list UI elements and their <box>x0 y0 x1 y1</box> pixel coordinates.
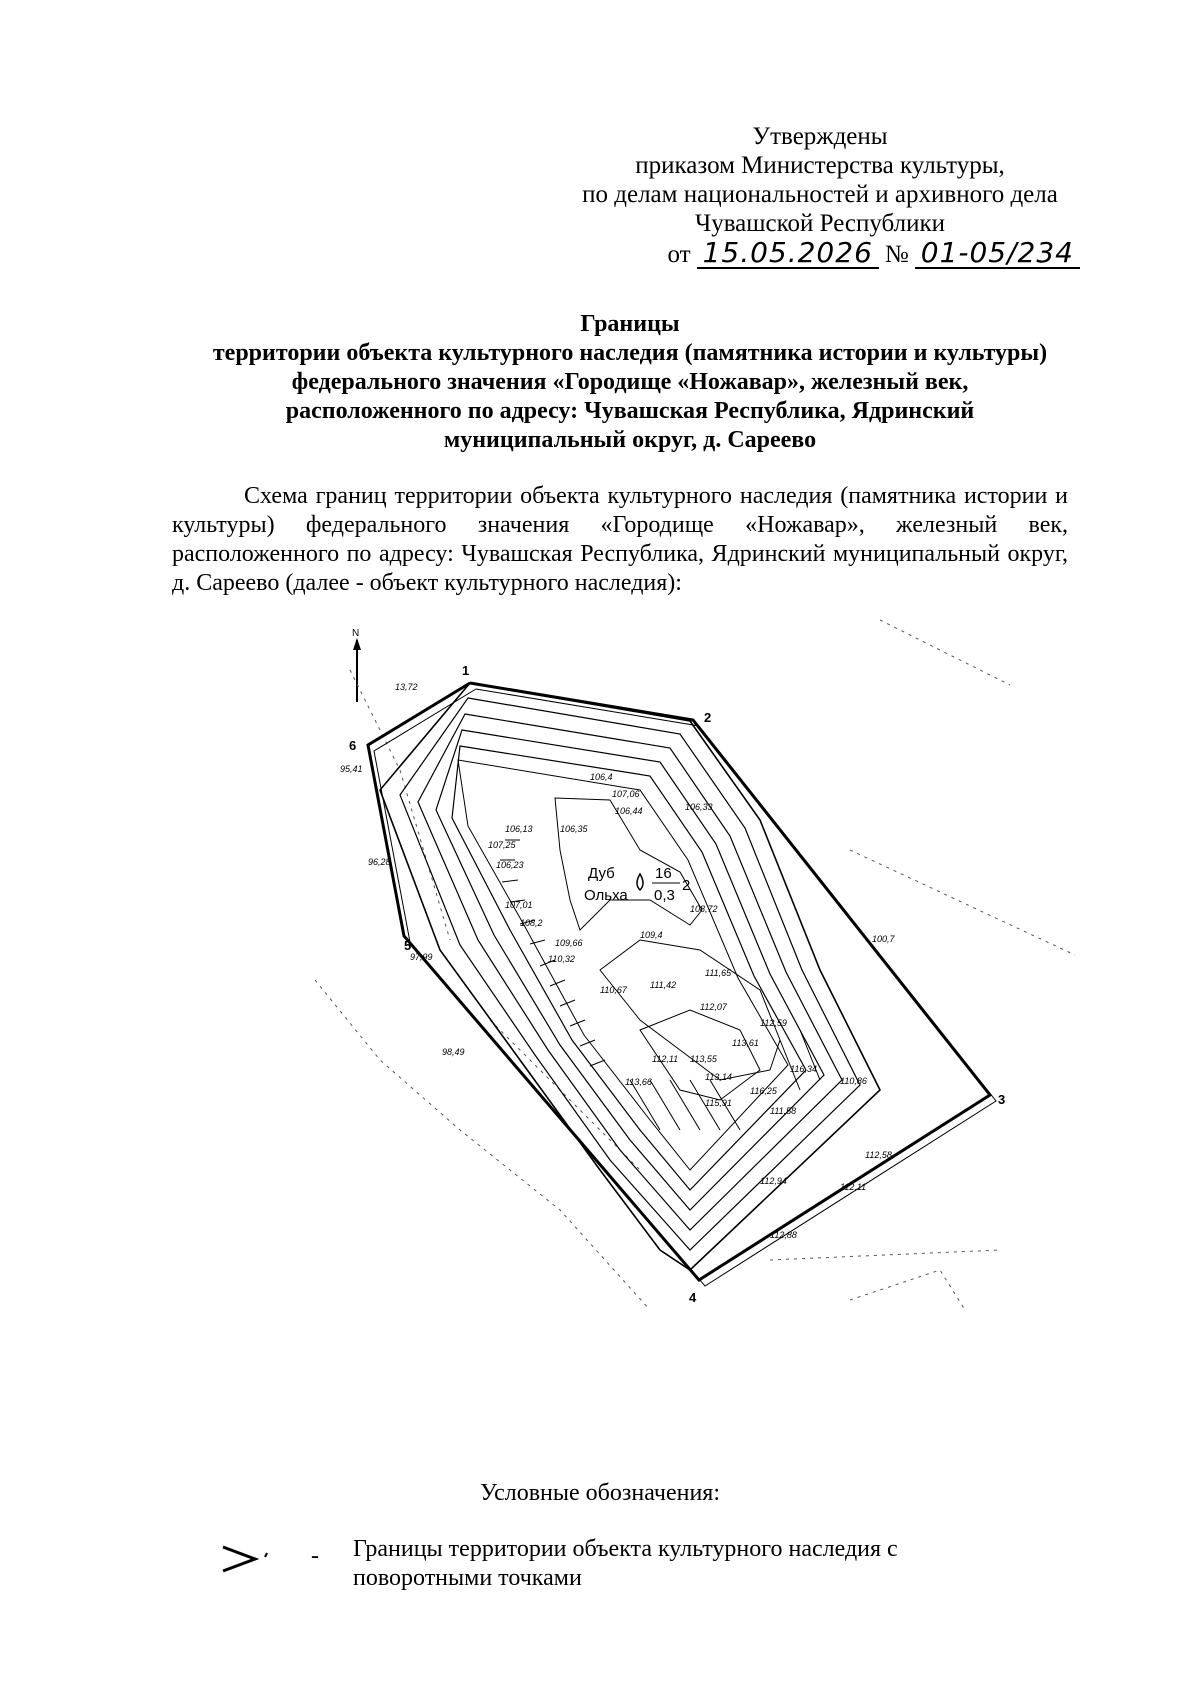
approval-line-4: Чувашской Республики <box>694 210 946 237</box>
tree-num-top: 16 <box>655 865 672 882</box>
elevation: 112,59 <box>760 1018 787 1028</box>
north-label: N <box>352 628 360 639</box>
title-line-3: федерального значения «Городище «Ножавар», железный век, <box>291 369 969 395</box>
tree-label-oak: Дуб <box>588 865 615 882</box>
elevation: 113,61 <box>732 1038 759 1048</box>
number-prefix: № <box>884 241 909 268</box>
elevation: 107,06 <box>612 789 640 799</box>
elevation: 108,2 <box>520 918 543 928</box>
elevation: 106,4 <box>590 772 613 782</box>
legend-boundary-item <box>215 1535 1015 1605</box>
point-label-3: 3 <box>998 1092 1006 1107</box>
elevation: 112,11 <box>840 1182 867 1192</box>
scheme-description: Схема границ территории объекта культурного наследия (памятника истории и культуры) федерального значения «Городище «Ножавар», железный век, расположенного по адресу: Чувашская Республика, Ядринский муниципальный округ, д. Сареево (далее - объект культурного наследия): <box>172 483 1068 596</box>
elevation: 106,23 <box>496 860 524 870</box>
elevation: 100,7 <box>872 934 895 944</box>
document-title <box>170 310 1090 455</box>
elevation: 106,33 <box>685 802 713 812</box>
elevation: 109,4 <box>640 930 663 940</box>
title-line-4: расположенного по адресу: Чувашская Республика, Ядринский <box>285 398 975 424</box>
elevation: 110,86 <box>840 1076 867 1086</box>
elevation: 107,25 <box>488 840 516 850</box>
number-value: 01-05/234 <box>915 238 1080 269</box>
approval-line-1: Утверждены <box>752 123 888 150</box>
boundary-symbol-icon <box>215 1535 295 1575</box>
elevation: 112,07 <box>700 1002 727 1012</box>
tree-label-alder: Ольха <box>584 887 628 904</box>
elevation: 98,49 <box>442 1047 465 1057</box>
elevation: 116,34 <box>790 1064 817 1074</box>
point-label-1: 1 <box>462 663 470 678</box>
boundary-map <box>0 610 1200 1430</box>
elevation: 113,55 <box>690 1054 717 1064</box>
elevation: 96,28 <box>368 857 391 867</box>
contour-lines <box>380 683 880 1270</box>
elevation: 107,01 <box>505 900 533 910</box>
tree-num-right: 2 <box>682 877 691 894</box>
elevation: 109,66 <box>555 938 583 948</box>
boundary <box>368 683 996 1286</box>
elevation: 13,72 <box>395 682 418 692</box>
date-value: 15.05.2026 <box>697 238 879 269</box>
approval-line-3: по делам национальностей и архивного дела <box>582 181 1058 208</box>
elevation: 113,66 <box>625 1077 652 1087</box>
tree-mark <box>584 865 690 904</box>
elevation: 108,72 <box>690 904 718 914</box>
elevation: 106,13 <box>505 824 533 834</box>
elevation: 112,11 <box>652 1054 679 1064</box>
title-line-2: территории объекта культурного наследия (памятника истории и культуры) <box>212 340 1048 366</box>
legend-dash: - <box>311 1543 319 1569</box>
point-label-5: 5 <box>404 938 412 953</box>
approval-line-2: приказом Министерства культуры, <box>635 152 1005 179</box>
point-label-2: 2 <box>704 710 712 725</box>
point-label-4: 4 <box>689 1290 697 1305</box>
elevation: 112,94 <box>760 1176 787 1186</box>
elevation: 95,41 <box>340 764 363 774</box>
elevation: 110,32 <box>548 954 575 964</box>
approval-block <box>540 122 1100 269</box>
elevation: 116,25 <box>750 1086 777 1096</box>
approval-date-number <box>540 238 1100 269</box>
elevation: 112,58 <box>865 1150 892 1160</box>
elevation: 112,88 <box>770 1230 797 1240</box>
elevation: 97,99 <box>410 952 433 962</box>
point-label-6: 6 <box>349 738 357 753</box>
elevation: 111,58 <box>770 1106 797 1116</box>
elevation: 111,65 <box>705 968 732 978</box>
elevation: 115,91 <box>705 1098 732 1108</box>
elevation: 110,67 <box>600 985 627 995</box>
title-line-1: Границы <box>580 311 680 337</box>
elevation: 106,44 <box>615 806 643 816</box>
legend-item-text: Границы территории объекта культурного наследия с поворотными точками <box>353 1536 898 1591</box>
elevation-marks <box>340 682 896 1240</box>
title-line-5: муниципальный округ, д. Сареево <box>443 427 817 453</box>
elevation: 111,42 <box>650 980 677 990</box>
tree-num-bottom: 0,3 <box>654 887 675 904</box>
tree-icon <box>637 874 643 890</box>
date-prefix: от <box>667 241 691 268</box>
elevation: 106,35 <box>560 824 588 834</box>
north-arrow <box>352 628 361 702</box>
elevation: 113,14 <box>705 1072 732 1082</box>
legend-title: Условные обозначения: <box>479 1480 721 1506</box>
